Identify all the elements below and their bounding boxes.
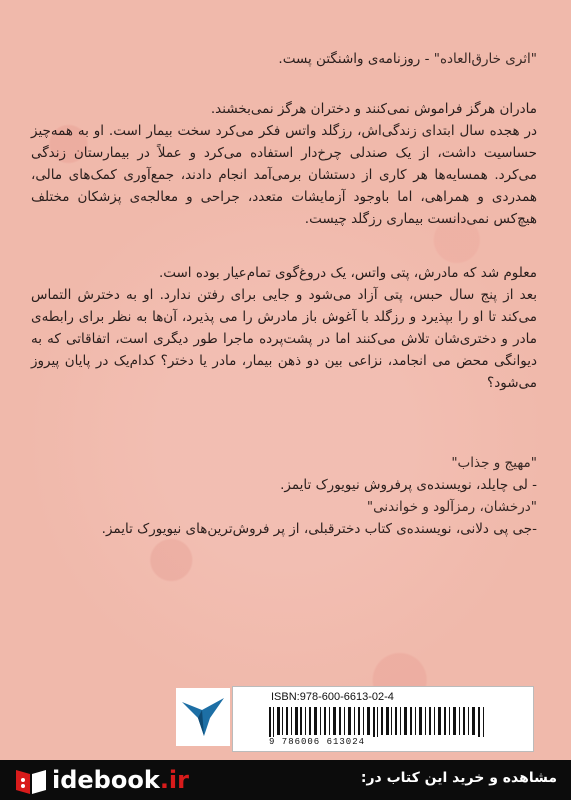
reveal-line: معلوم شد که مادرش، پتی واتس، یک دروغ‌گوی تمام‌عیار بوده است.	[158, 265, 537, 281]
praise-section	[31, 452, 537, 540]
barcode-box	[232, 686, 534, 752]
book-logo-icon	[14, 764, 48, 796]
praise-source-1: - لی چایلد، نویسنده‌ی پرفروش نیویورک تایمز.	[280, 477, 537, 493]
site-logo[interactable]	[52, 766, 242, 796]
synopsis-part-2	[31, 262, 537, 394]
site-banner[interactable]	[0, 760, 571, 800]
review-quote-source: - روزنامه‌ی واشنگتن پست.	[278, 51, 434, 67]
praise-quote-1: "مهیج و جذاب"	[451, 455, 537, 471]
site-label: مشاهده و خرید این کتاب در:	[360, 770, 557, 786]
praise-quote-2: "درخشان، رمزآلود و خواندنی"	[366, 499, 537, 515]
opening-line: مادران هرگز فراموش نمی‌کنند و دختران هرگز نمی‌بخشند.	[210, 101, 537, 117]
review-quote-text: "اثری خارق‌العاده"	[433, 51, 537, 67]
site-logo-suffix: .ir	[159, 766, 189, 794]
isbn-label: ISBN:978-600-6613-02-4	[271, 691, 394, 703]
synopsis-paragraph: در هجده سال ابتدای زندگی‌اش، رزگلد واتس فکر می‌کرد سخت بیمار است. او به همه‌چیز حساسیت داشت، از یک صندلی چرخ‌دار استفاده می‌کرد و عملاً در بیمارستان زندگی می‌کرد. همسایه‌ها هر کاری از دستشان برمی‌آمد انجام دادند، جمع‌آوری کمک‌های مالی، همدردی و همراهی، اما باوجود آزمایشات متعدد، جراحی و معالجه‌ی پزشکان مختلف هیچ‌کس نمی‌دانست بیماری رزگلد چیست.	[31, 123, 537, 227]
barcode-number: 9 786006 613024	[269, 737, 366, 747]
synopsis-part-1	[31, 98, 537, 230]
publisher-bird-icon	[176, 688, 230, 746]
barcode-icon	[269, 707, 489, 737]
synopsis-paragraph-2: بعد از پنج سال حبس، پتی آزاد می‌شود و جایی برای رفتن ندارد. او به دخترش التماس می‌کند تا او را بپذیرد و رزگلد با آغوش باز مادرش را می پذیرد، آن‌ها به نظر برای رابطه‌ی مادر و دختری‌شان تلاش می‌کنند اما در پشت‌پرده ماجرا طور دیگری است، اتفاقاتی که به دیوانگی محض می انجامد، نزاعی بین دو ذهن بیمار، مادر یا دختر؟ کدام‌یک در پایان پیروز می‌شود؟	[31, 287, 537, 391]
site-logo-text: idebook	[52, 766, 160, 794]
top-review-quote	[31, 48, 537, 70]
praise-source-2: -جی پی دلانی، نویسنده‌ی کتاب دخترقبلی، از پر فروش‌ترین‌های نیویورک تایمز.	[101, 521, 537, 537]
